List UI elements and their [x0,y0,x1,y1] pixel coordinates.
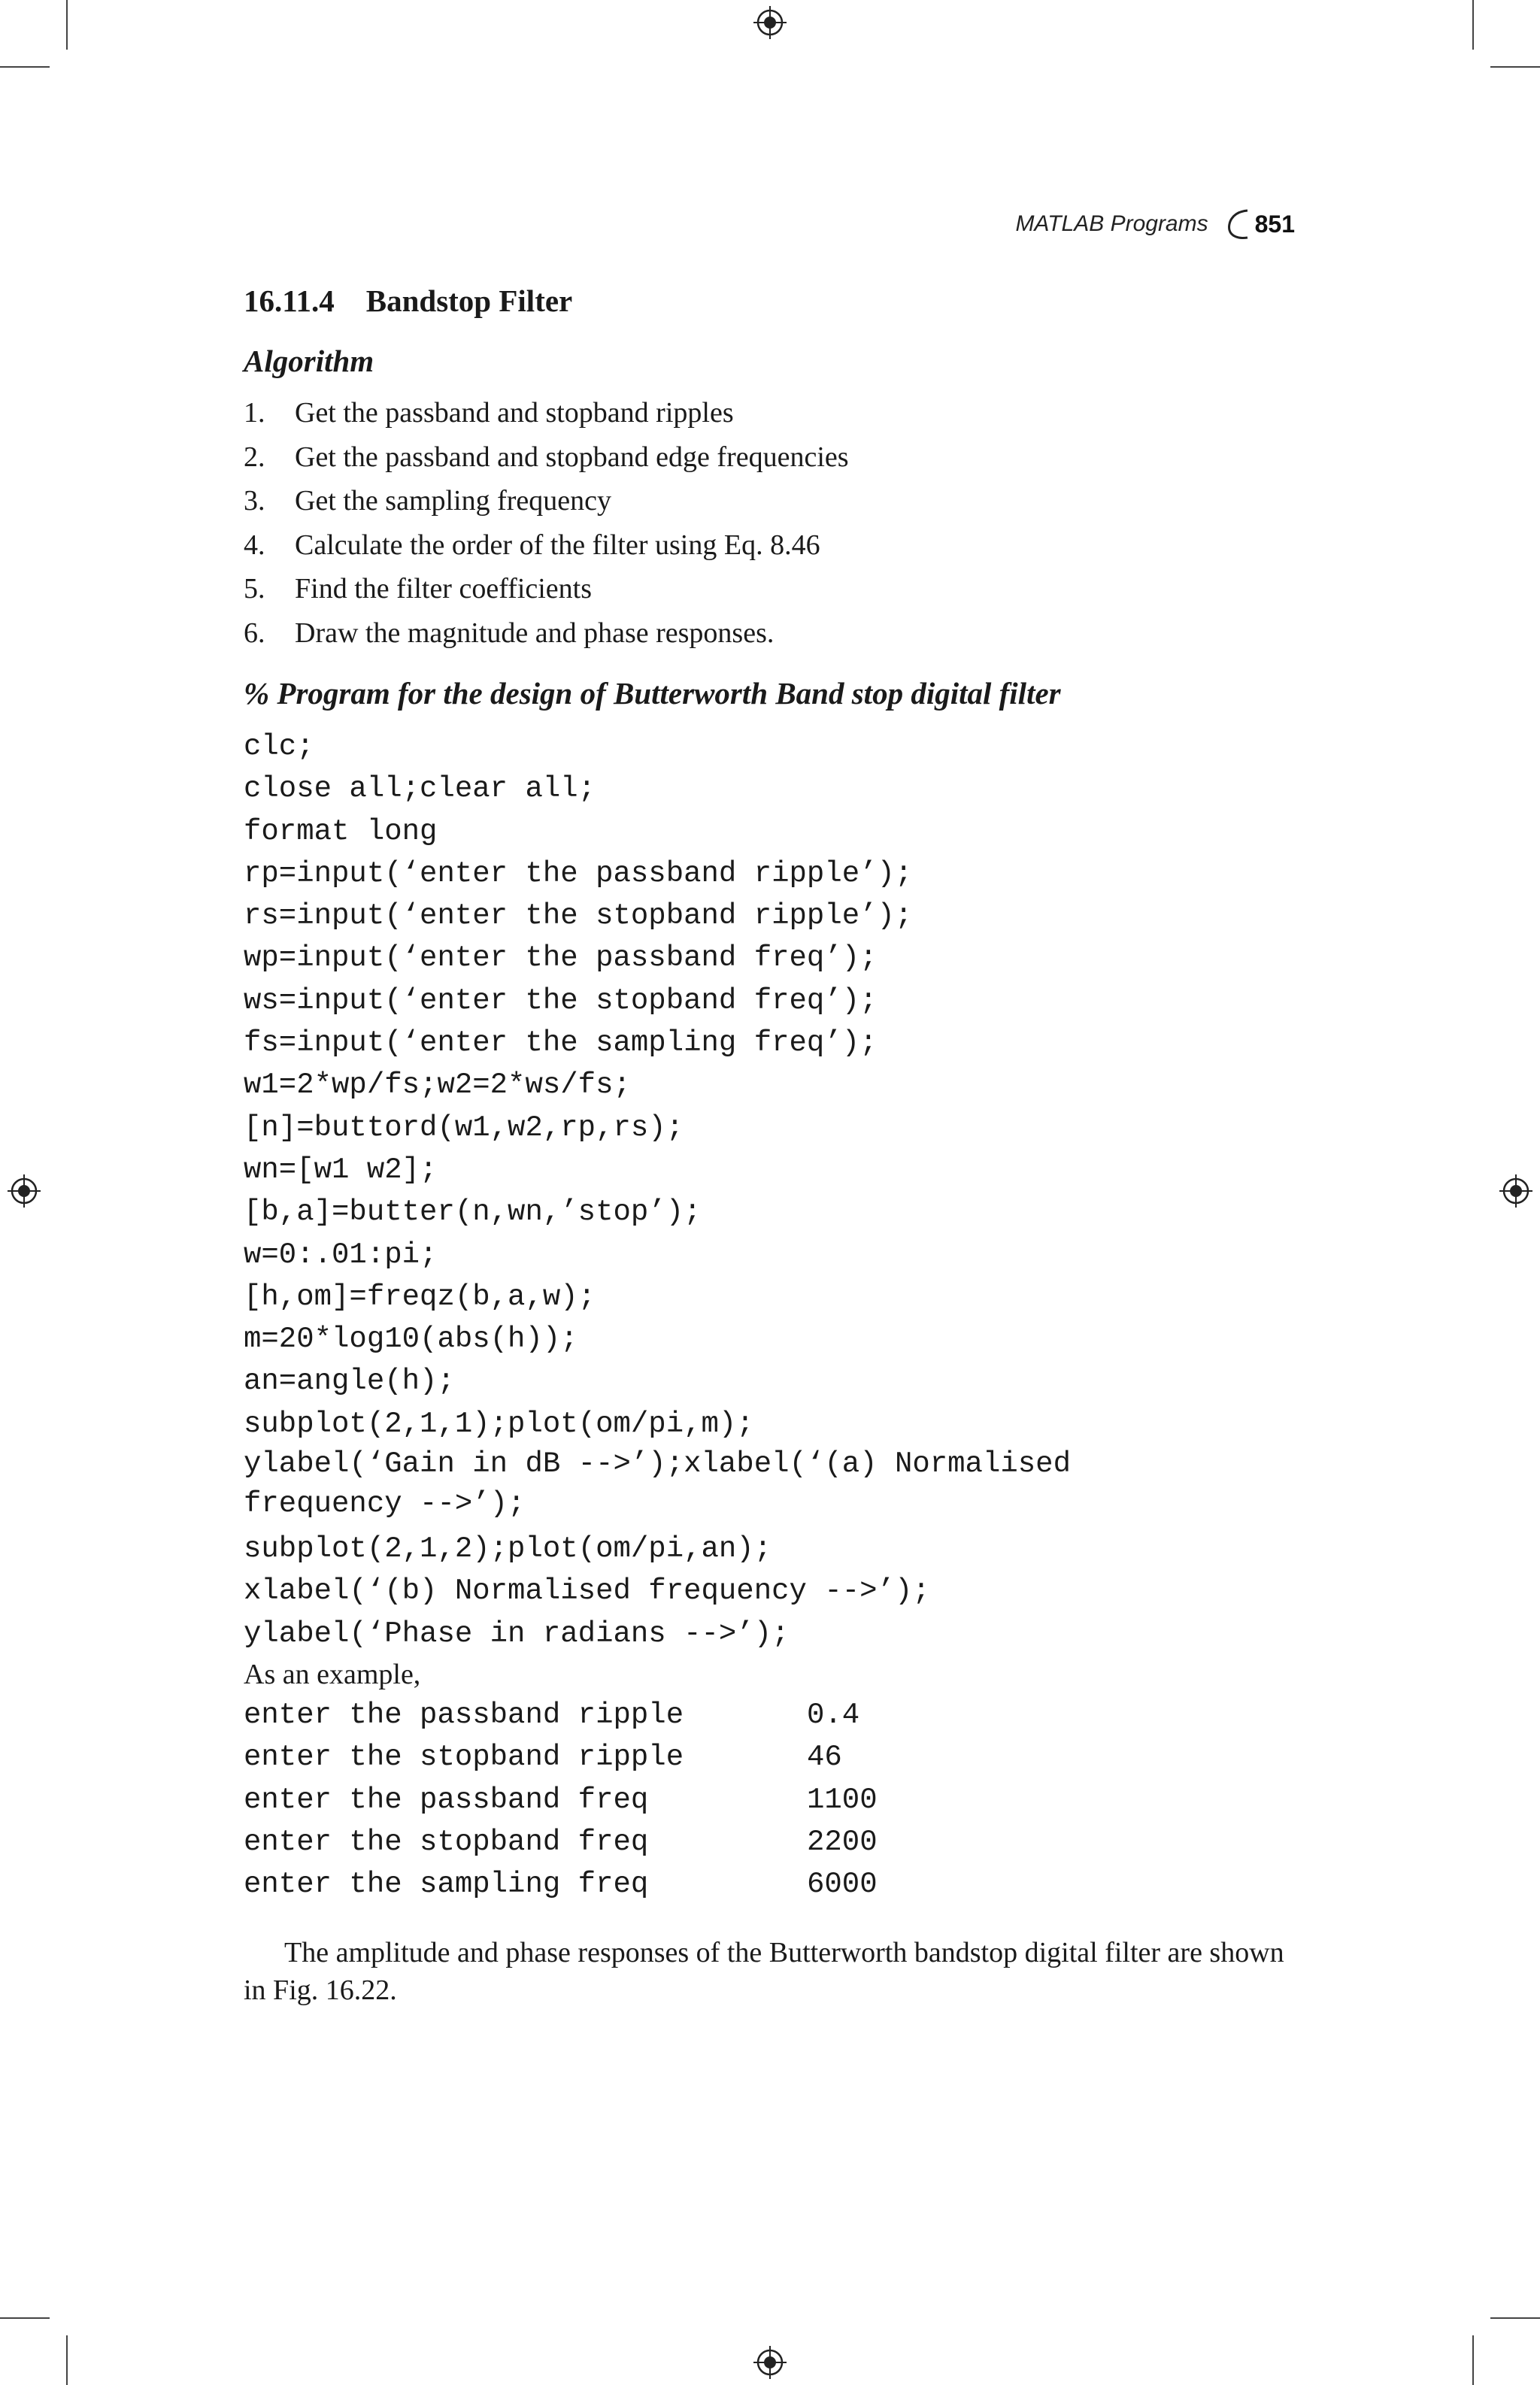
code-line: rs=input(‘enter the stopband ripple’); [244,899,913,933]
closing-paragraph: The amplitude and phase responses of the Butterworth bandstop digital filter are shown in Fig. 16.22. [244,1937,1284,2007]
step-text: Draw the magnitude and phase responses. [295,617,775,649]
code-line: frequency -->’); [244,1487,526,1521]
crop-mark [1490,2317,1540,2319]
crop-mark [66,2335,68,2385]
registration-mark-icon [1499,1174,1532,1208]
code-line: w=0:.01:pi; [244,1238,438,1271]
code-line: rp=input(‘enter the passband ripple’); [244,856,913,890]
code-line: an=angle(h); [244,1365,455,1399]
running-title: MATLAB Programs [1015,211,1208,236]
crop-mark [66,0,68,50]
code-line: ylabel(‘Gain in dB -->’);xlabel(‘(a) Normalised [244,1447,1071,1481]
step-text: Get the passband and stopband ripples [295,397,734,429]
list-item [244,567,1296,611]
example-label: As an example, [244,1658,421,1690]
code-line: fs=input(‘enter the sampling freq’); [244,1026,878,1060]
step-number: 3. [244,485,265,517]
page-body [244,278,1296,2009]
code-line: [h,om]=freqz(b,a,w); [244,1280,596,1314]
code-line: close all;clear all; [244,772,596,806]
io-prompt: enter the passband ripple [244,1698,684,1732]
header-curve-icon [1225,208,1250,241]
crop-mark [0,2317,50,2319]
step-text: Get the passband and stopband edge frequencies [295,441,849,473]
code-line: subplot(2,1,1);plot(om/pi,m); [244,1407,754,1441]
step-text: Get the sampling frequency [295,485,612,517]
list-item [244,479,1296,523]
step-number: 1. [244,397,265,429]
algorithm-heading: Algorithm [244,344,374,378]
io-prompt: enter the passband freq [244,1783,649,1817]
code-line: clc; [244,730,314,763]
io-value: 0.4 [807,1698,860,1732]
code-line: wp=input(‘enter the passband freq’); [244,941,878,975]
io-value: 6000 [807,1868,878,1902]
program-heading: % Program for the design of Butterworth Band stop digital filter [244,676,1061,711]
code-line: [b,a]=butter(n,wn,’stop’); [244,1196,702,1229]
code-line: ylabel(‘Phase in radians -->’); [244,1617,790,1650]
step-text: Find the filter coefficients [295,573,593,605]
list-item [244,523,1296,568]
algorithm-steps [244,391,1296,655]
io-prompt: enter the stopband ripple [244,1741,684,1774]
step-number: 6. [244,617,265,649]
io-row [244,1821,1296,1863]
code-line: subplot(2,1,2);plot(om/pi,an); [244,1532,772,1566]
code-line: xlabel(‘(b) Normalised frequency -->’); [244,1574,930,1608]
io-row [244,1779,1296,1821]
list-item [244,435,1296,480]
running-header [1015,208,1295,241]
code-line: w1=2*wp/fs;w2=2*ws/fs; [244,1068,631,1102]
step-number: 2. [244,441,265,473]
io-row [244,1694,1296,1736]
list-item [244,611,1296,656]
registration-mark-icon [8,1174,41,1208]
code-line: ws=input(‘enter the stopband freq’); [244,983,878,1017]
section-heading [244,278,1296,323]
page-number: 851 [1254,210,1295,238]
section-title: Bandstop Filter [365,283,573,318]
list-item [244,391,1296,435]
io-value: 1100 [807,1783,878,1817]
code-line: wn=[w1 w2]; [244,1153,438,1186]
crop-mark [1490,66,1540,68]
crop-mark [1472,2335,1474,2385]
example-io [244,1694,1296,1905]
code-line: [n]=buttord(w1,w2,rp,rs); [244,1111,684,1144]
crop-mark [0,66,50,68]
registration-mark-icon [753,2346,787,2379]
io-row [244,1736,1296,1778]
io-value: 2200 [807,1825,878,1859]
step-number: 4. [244,529,265,561]
registration-mark-icon [753,6,787,39]
step-text: Calculate the order of the filter using Eq. 8.46 [295,529,820,561]
io-prompt: enter the stopband freq [244,1825,649,1859]
io-prompt: enter the sampling freq [244,1868,649,1902]
crop-mark [1472,0,1474,50]
code-line: m=20*log10(abs(h)); [244,1323,578,1356]
section-number: 16.11.4 [244,283,335,318]
step-number: 5. [244,573,265,605]
io-value: 46 [807,1741,842,1774]
io-row [244,1863,1296,1905]
code-line: format long [244,814,438,848]
code-block [244,726,1296,1655]
